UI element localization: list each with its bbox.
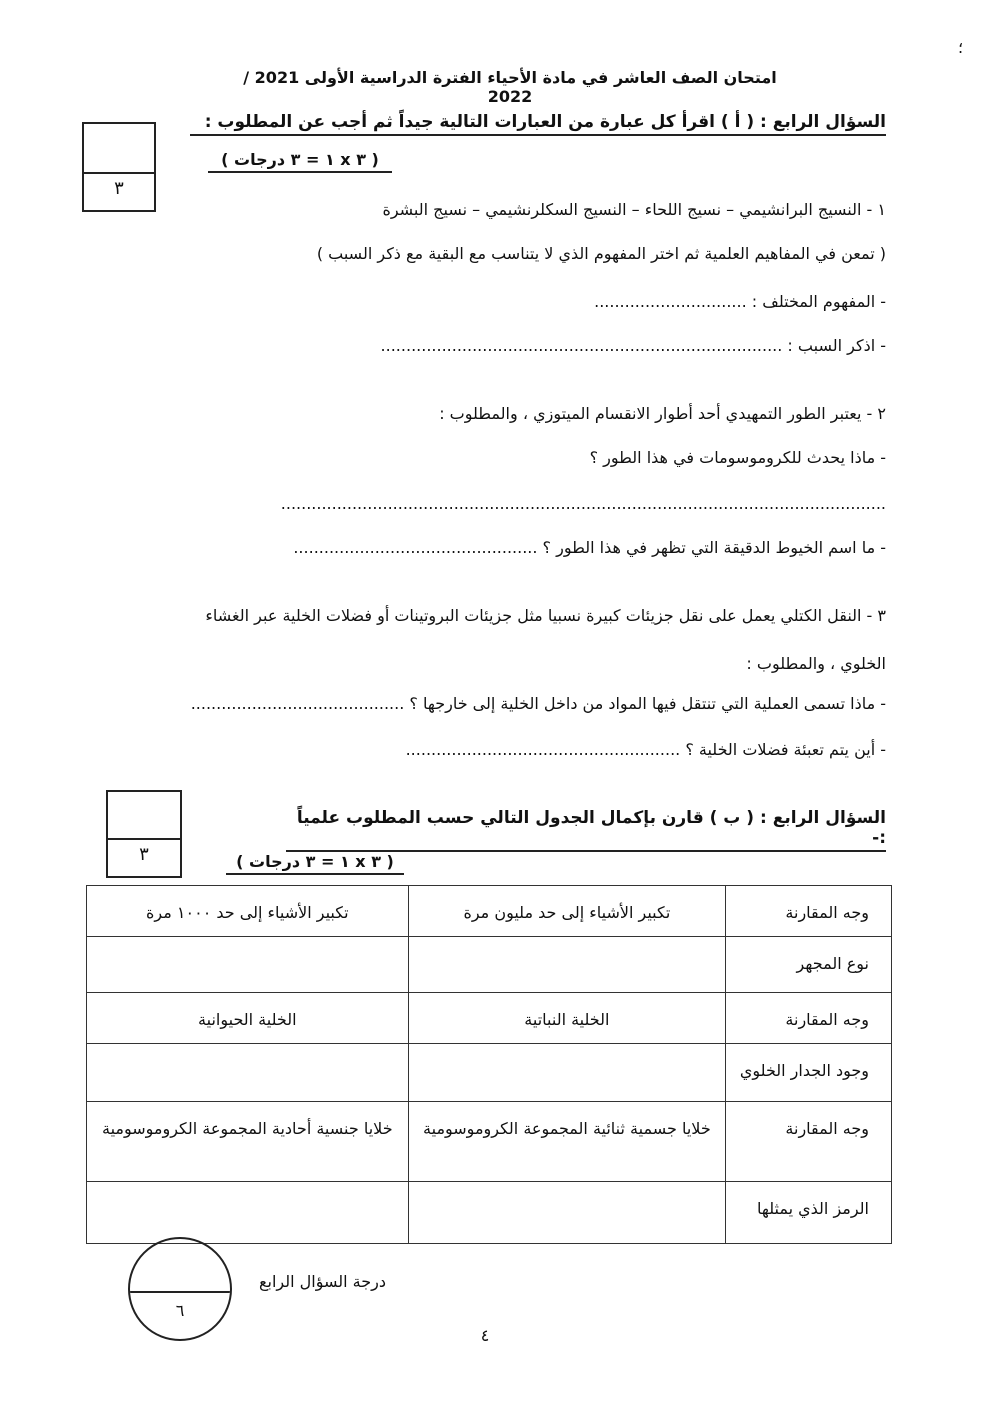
comparison-table [86,885,892,1244]
score-b: ٣ [139,844,149,865]
table-cell: وجود الجدار الخلوي [726,1044,892,1102]
part-a-marks: ( ٣ x ١ = ٣ درجات ) [208,150,392,173]
part-b-heading: السؤال الرابع : ( ب ) قارن بإكمال الجدول التالي حسب المطلوب علمياً :- [286,808,886,852]
part-a-heading: السؤال الرابع : ( أ ) اقرأ كل عبارة من العبارات التالية جيداً ثم أجب عن المطلوب : [190,112,886,136]
page-number: ٤ [480,1326,490,1345]
table-cell[interactable] [408,937,726,993]
table-cell: وجه المقارنة [726,993,892,1044]
q2-answer-line: ....................................................................................................................... [280,494,886,513]
table-cell: نوع المجهر [726,937,892,993]
total-score-circle [128,1237,232,1341]
table-cell[interactable] [408,1182,726,1244]
table-cell: الخلية النباتية [408,993,726,1044]
q1-text: ١ - النسيج البرانشيمي – نسيج اللحاء – النسيج السكلرنشيمي – نسيج البشرة [382,200,886,219]
table-cell: وجه المقارنة [726,1102,892,1182]
table-cell[interactable] [408,1044,726,1102]
table-cell[interactable] [87,937,409,993]
q2-text: ٢ - يعتبر الطور التمهيدي أحد أطوار الانقسام الميتوزي ، والمطلوب : [439,404,886,423]
table-row [87,886,892,937]
score-box-a [82,122,156,212]
exam-title: امتحان الصف العاشر في مادة الأحياء الفترة الدراسية الأولى 2021 / 2022 [243,68,777,106]
table-cell: الخلية الحيوانية [87,993,409,1044]
q3-text-cont: الخلوي ، والمطلوب : [746,654,886,673]
table-cell[interactable] [87,1182,409,1244]
table-cell: خلايا جسمية ثنائية المجموعة الكروموسومية [408,1102,726,1182]
q1-instruction: ( تمعن في المفاهيم العلمية ثم اختر المفهوم الذي لا يتناسب مع البقية مع ذكر السبب ) [316,244,886,263]
total-score: ٦ [175,1301,185,1320]
table-cell: تكبير الأشياء إلى حد مليون مرة [408,886,726,937]
table-cell: وجه المقارنة [726,886,892,937]
q2-sub1: - ماذا يحدث للكروموسومات في هذا الطور ؟ [589,448,886,467]
table-row [87,1102,892,1182]
table-row [87,993,892,1044]
score-a: ٣ [114,178,124,199]
q1-different-concept: - المفهوم المختلف : .............................. [594,292,886,311]
table-row [87,1182,892,1244]
q1-reason: - اذكر السبب : ............................................................................... [380,336,886,355]
q2-sub2: - ما اسم الخيوط الدقيقة التي تظهر في هذا الطور ؟ ................................................ [293,538,886,557]
score-box-b [106,790,182,878]
table-row [87,937,892,993]
q3-sub2: - أين يتم تعبئة فضلات الخلية ؟ ...................................................... [405,740,886,759]
table-row [87,1044,892,1102]
total-score-label: درجة السؤال الرابع [259,1272,386,1291]
part-b-marks: ( ٣ x ١ = ٣ درجات ) [226,852,404,875]
corner-mark: ؛ [958,38,964,57]
table-cell: الرمز الذي يمثلها [726,1182,892,1244]
q3-sub1: - ماذا تسمى العملية التي تنتقل فيها المواد من داخل الخلية إلى خارجها ؟ .......................................... [190,694,886,713]
q3-text: ٣ - النقل الكتلي يعمل على نقل جزيئات كبيرة نسبيا مثل جزيئات البروتينات أو فضلات الخلية عبر الغشاء [205,606,886,625]
table-cell: تكبير الأشياء إلى حد ١٠٠٠ مرة [87,886,409,937]
table-cell: خلايا جنسية أحادية المجموعة الكروموسومية [87,1102,409,1182]
table-cell[interactable] [87,1044,409,1102]
